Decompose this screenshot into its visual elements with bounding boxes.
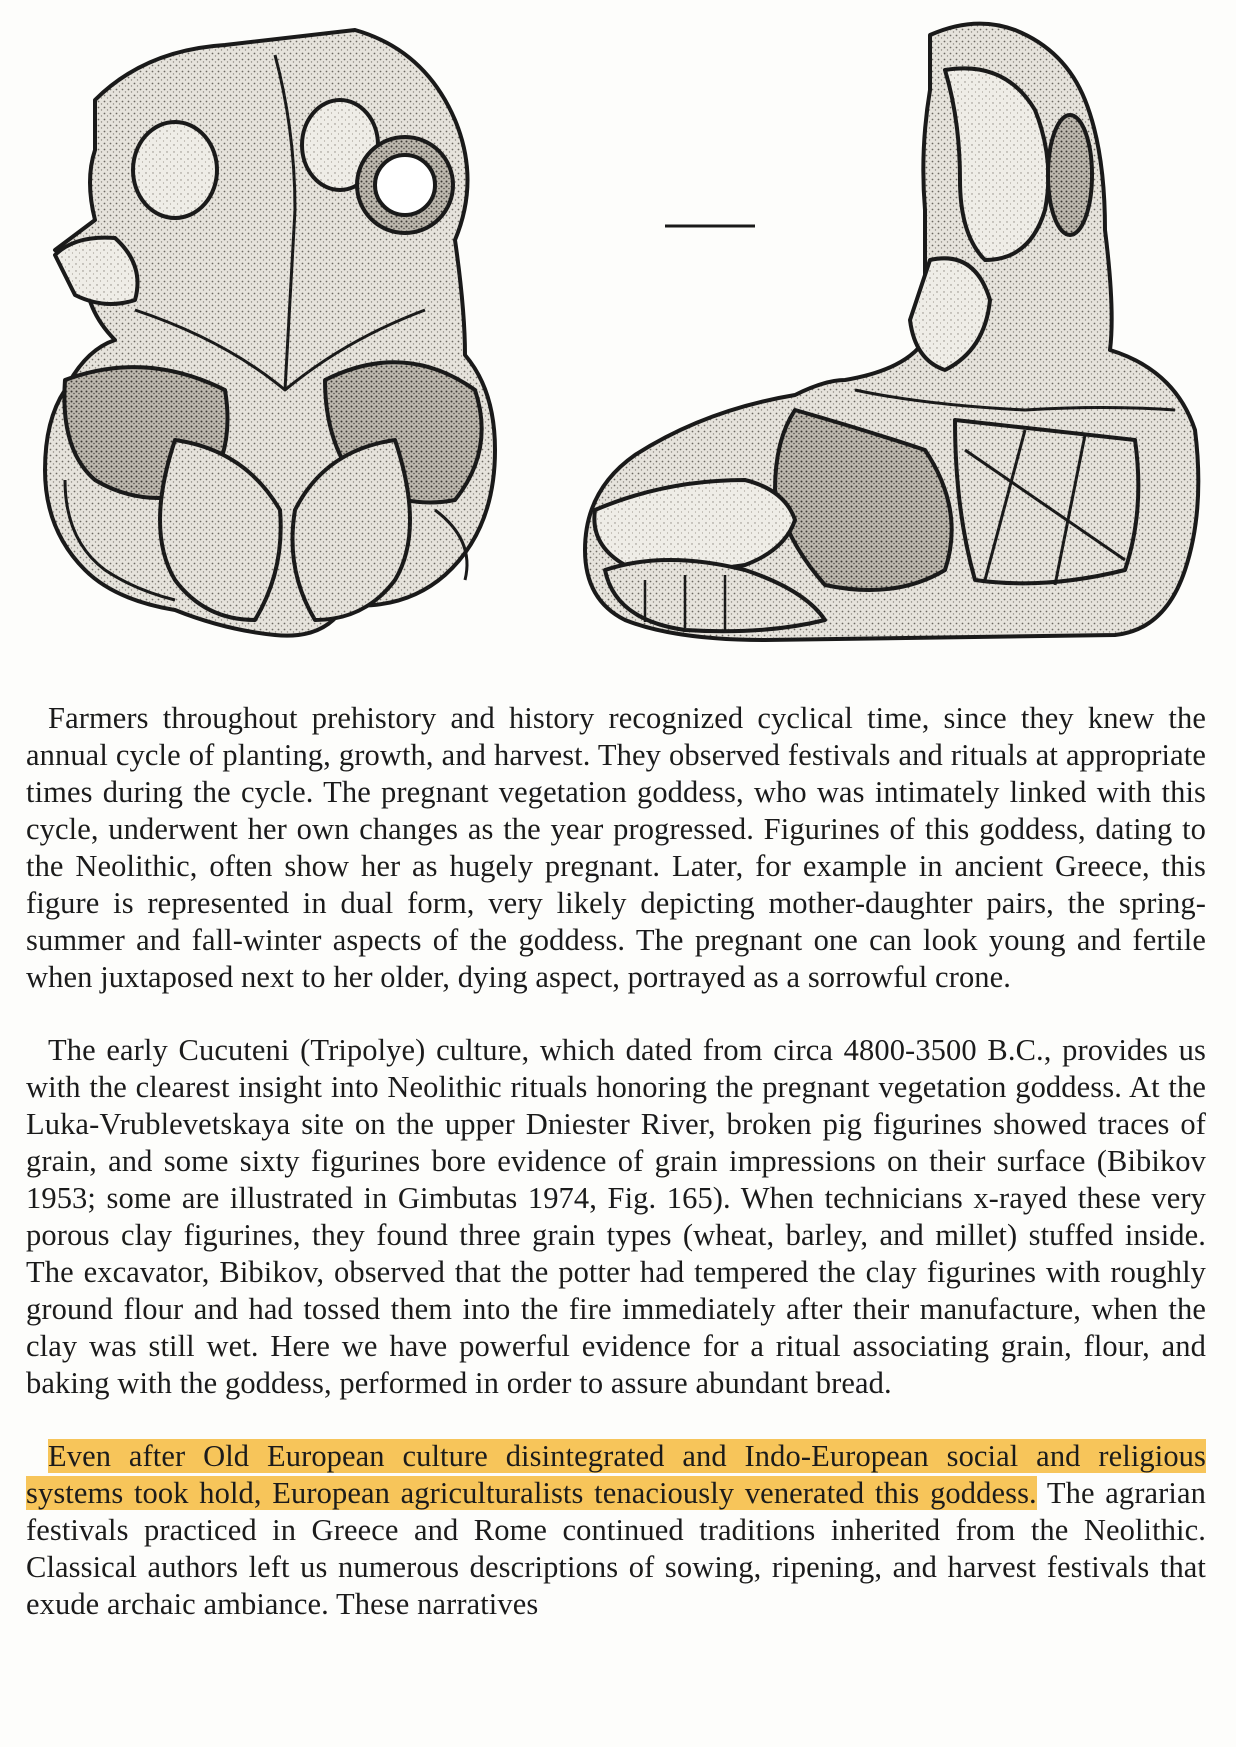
paragraph-3-text: The agrarian festivals practiced in Greece and Rome continued traditions inherited from the Neolithic. Classical authors left us numerous descriptions of sowing, ripening, and harvest festivals that exude archaic ambiance. These narratives [26,1476,1206,1621]
right-figurine [585,24,1198,640]
paragraph-2-text: The early Cucuteni (Tripolye) culture, which dated from circa 4800-3500 B.C., provides us with the clearest insight into Neolithic rituals honoring the pregnant vegetation goddess. At the Luka-Vrublevetskaya site on the upper Dniester River, broken pig figurines showed traces of grain, and some sixty figurines bore evidence of grain impressions on their surface (Bibikov 1953; some are illustrated in Gimbutas 1974, Fig. 165). When technicians x-rayed these very porous clay figurines, they found three grain types (wheat, barley, and millet) stuffed inside. The excavator, Bibikov, observed that the potter had tempered the clay figurines with roughly ground flour and had tossed them into the fire immediately after their manufacture, when the clay was still wet. Here we have powerful evidence for a ritual associating grain, flour, and baking with the goddess, performed in order to assure abundant bread. [26,1033,1206,1400]
paragraph-1-text: Farmers throughout prehistory and history recognized cyclical time, since they knew the annual cycle of planting, growth, and harvest. They observed festivals and rituals at appropriate times during the cycle. The pregnant vegetation goddess, who was intimately linked with this cycle, underwent her own changes as the year progressed. Figurines of this goddess, dating to the Neolithic, often show her as hugely pregnant. Later, for example in ancient Greece, this figure is represented in dual form, very likely depicting mother-daughter pairs, the spring-summer and fall-winter aspects of the goddess. The pregnant one can look young and fertile when juxtaposed next to her older, dying aspect, portrayed as a sorrowful crone. [26,701,1206,994]
paragraph-3 [26,1438,1206,1623]
left-figurine [45,30,495,636]
figurine-illustration [25,10,1215,670]
paragraph-2 [26,1032,1206,1402]
highlighted-passage[interactable]: Even after Old European culture disintegrated and Indo-European social and religious systems took hold, European agriculturalists tenaciously venerated this goddess. [26,1439,1206,1510]
paragraph-1 [26,700,1206,996]
figurine-drawing-icon [25,10,1215,670]
body-text [26,700,1206,1623]
